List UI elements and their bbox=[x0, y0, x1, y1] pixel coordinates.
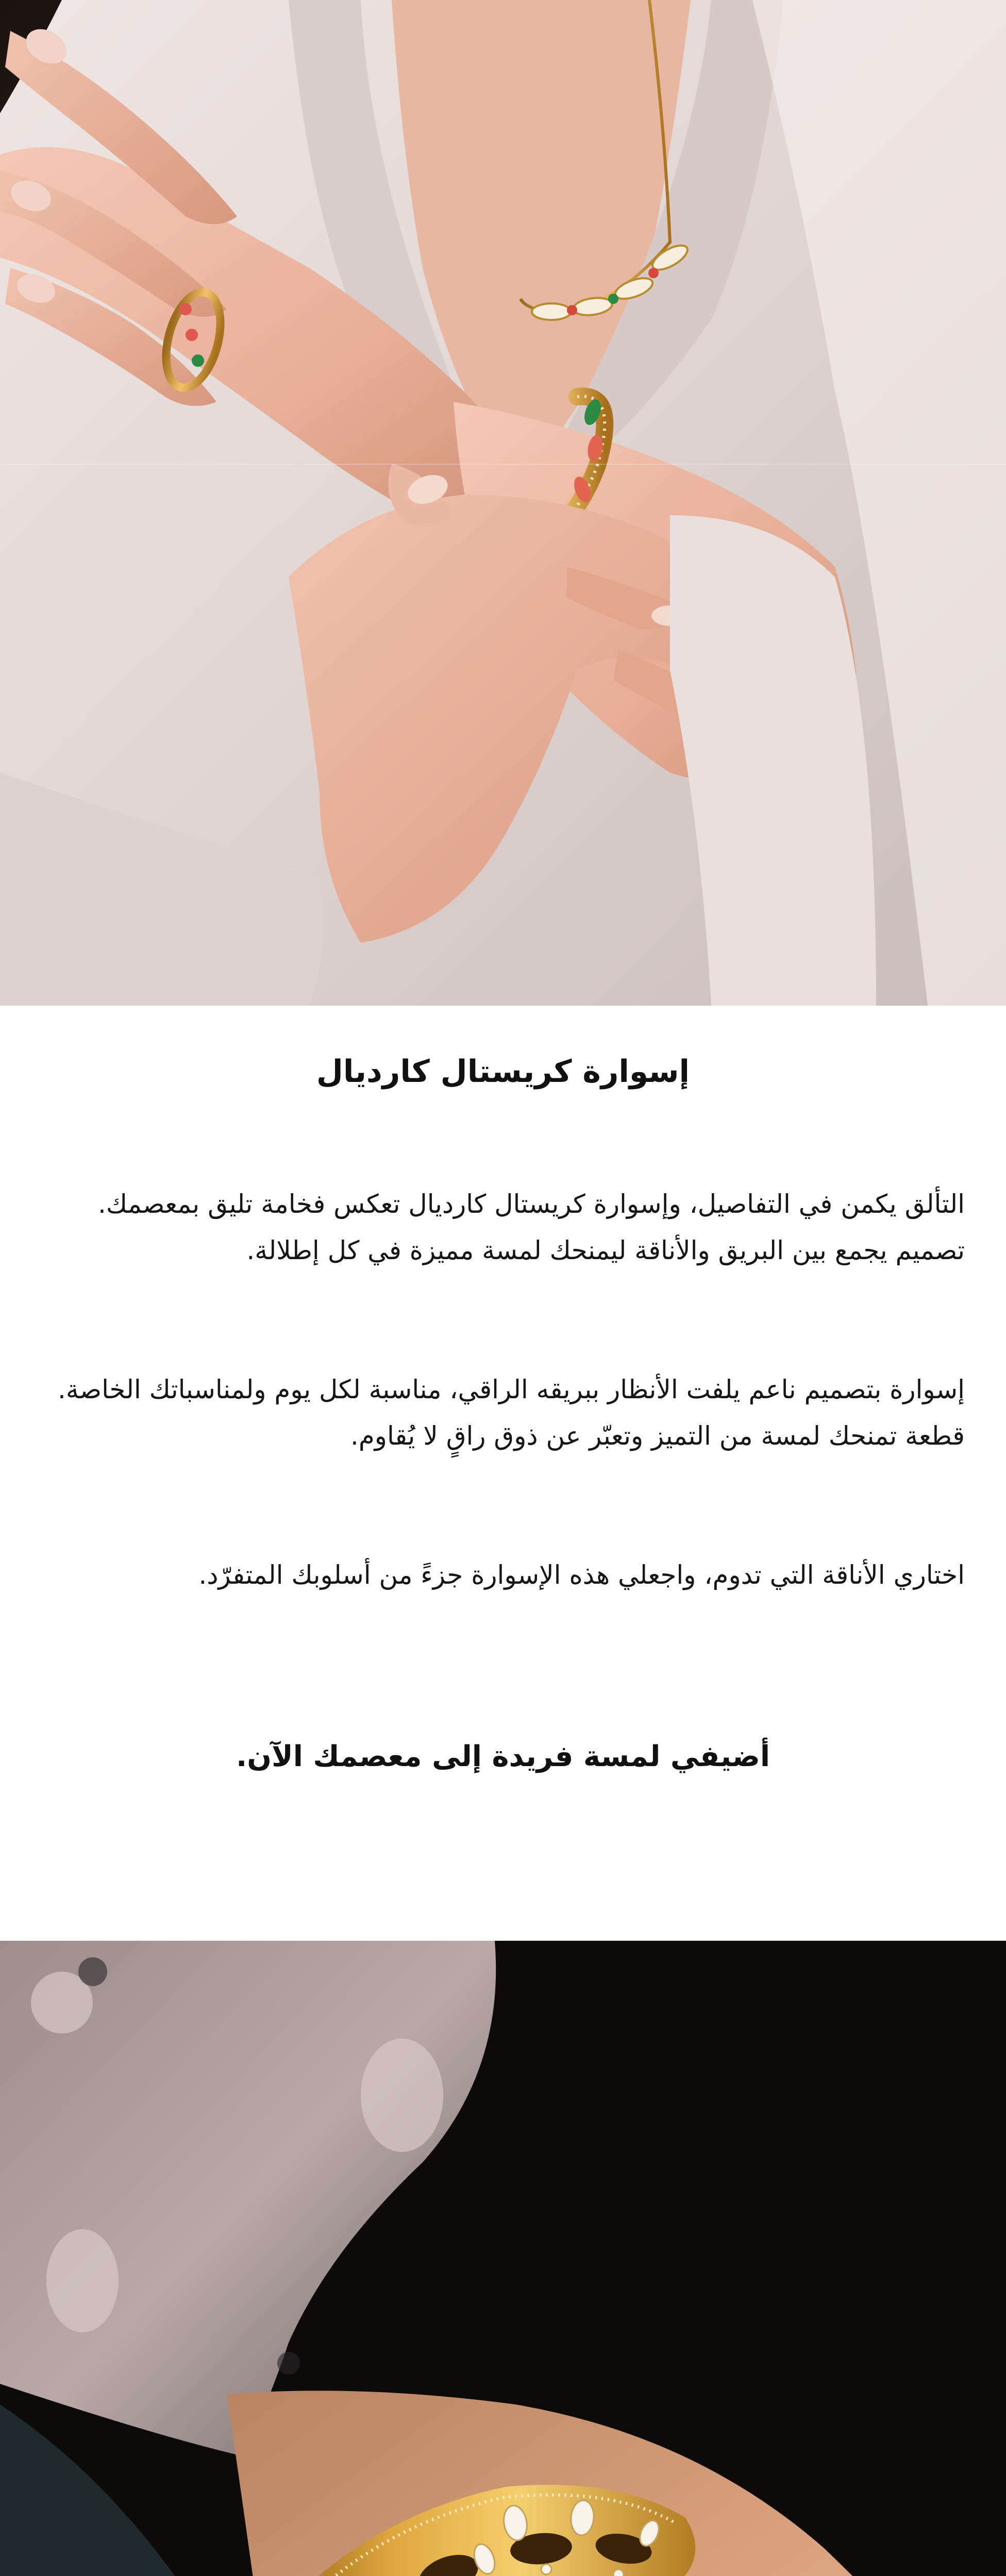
product-description-section bbox=[0, 1006, 1006, 1941]
product-title: إسوارة كريستال كارديال bbox=[316, 1054, 690, 1090]
description-paragraph-2: إسوارة بتصميم ناعم يلفت الأنظار ببريقه الراقي، مناسبة لكل يوم ولمناسباتك الخاصة. قطعة تمنحك لمسة من التميز وتعبّر عن ذوق راقٍ لا يُقاوم. bbox=[57, 1375, 965, 1451]
call-to-action-text: أضيفي لمسة فريدة إلى معصمك الآن. bbox=[236, 1740, 770, 1773]
description-paragraph-3: اختاري الأناقة التي تدوم، واجعلي هذه الإسوارة جزءً من أسلوبك المتفرّد. bbox=[198, 1560, 965, 1590]
detail-product-photo bbox=[0, 1941, 1006, 2576]
description-paragraph-1: التألق يكمن في التفاصيل، وإسوارة كريستال كارديال تعكس فخامة تليق بمعصمك. تصميم يجمع بين البريق والأناقة ليمنحك لمسة مميزة في كل إطلالة. bbox=[97, 1189, 965, 1265]
detail-photo-illustration bbox=[0, 1941, 1006, 2576]
hero-product-photo bbox=[0, 0, 1006, 1006]
hero-photo-illustration bbox=[0, 0, 1006, 1006]
